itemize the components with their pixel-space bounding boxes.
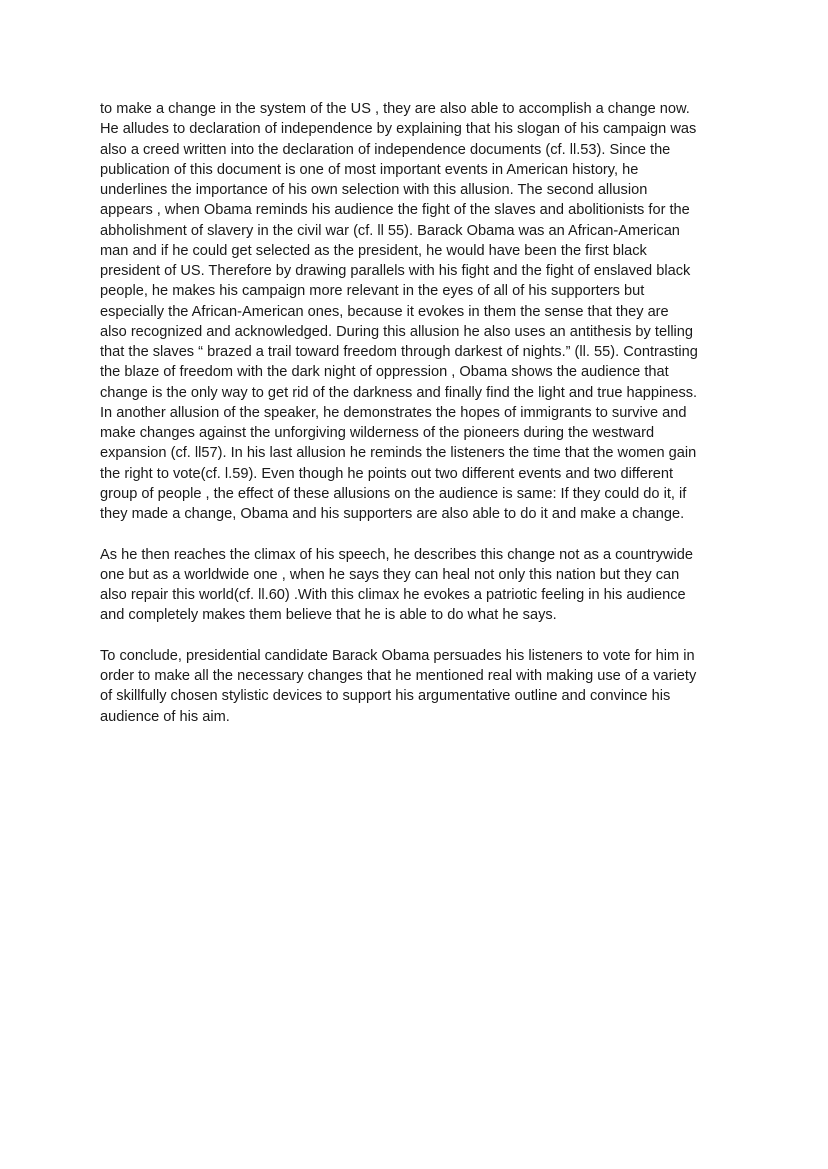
paragraph-climax: As he then reaches the climax of his speech, he describes this change not as a countrywide one but as a worldwide one , when he says they can heal not only this nation but they can also repair this world(cf. ll.60) .With this climax he evokes a patriotic feeling in his audience and completely makes them believe that he is able to do what he says.	[100, 546, 694, 624]
paragraph-conclusion: To conclude, presidential candidate Barack Obama persuades his listeners to vote for him in order to make all the necessary changes that he mentioned real with making use of a variety of skillfully chosen stylistic devices to support his argumentative outline and convince his audience of his aim.	[100, 647, 697, 725]
paragraph-allusions: to make a change in the system of the US , they are also able to accomplish a change now. He alludes to declaration of independence by explaining that his slogan of his campaign was also a creed written into the declaration of independence documents (cf. ll.53). Since the publication of this document is one of most important events in American history, he underlines the importance of his own selection with this allusion. The second allusion appears , when Obama reminds his audience the fight of the slaves and abolitionists for the abholishment of slavery in the civil war (cf. ll 55). Barack Obama was an African-American man and if he could get selected as the president, he would have been the first black president of US. Therefore by drawing parallels with his fight and the fight of enslaved black people, he makes his campaign more relevant in the eyes of all of his supporters but especially the African-American ones, because it evokes in them the sense that they are also recognized and acknowledged. During this allusion he also uses an antithesis by telling that the slaves “ brazed a trail toward freedom through darkest of nights.” (ll. 55). Contrasting the blaze of freedom with the dark night of oppression , Obama shows the audience that change is the only way to get rid of the darkness and finally find the light and true happiness. In another allusion of the speaker, he demonstrates the hopes of immigrants to survive and make changes against the unforgiving wilderness of the pioneers during the westward expansion (cf. ll57). In his last allusion he reminds the listeners the time that the women gain the right to vote(cf. l.59). Even though he points out two different events and two different group of people , the effect of these allusions on the audience is same: If they could do it, if they made a change, Obama and his supporters are also able to do it and make a change.	[100, 101, 698, 522]
document-body	[100, 99, 740, 747]
